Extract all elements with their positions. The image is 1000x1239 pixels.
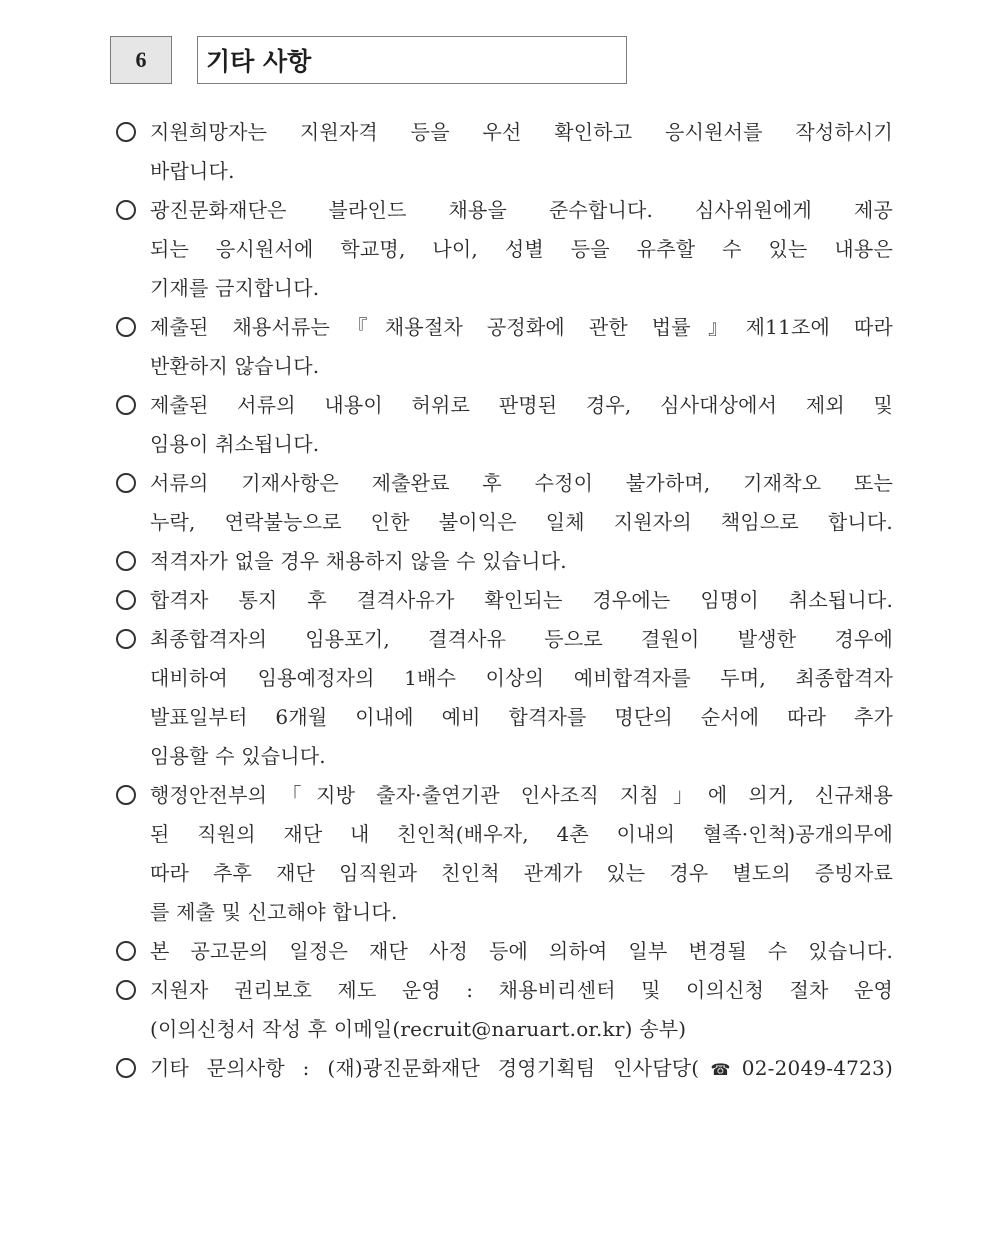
item-line: 기재를 금지합니다. [150, 276, 320, 300]
item-line: 광진문화재단은 블라인드 채용을 준수합니다. 심사위원에게 제공 [150, 198, 893, 222]
circle-bullet-icon [116, 785, 136, 805]
item-line: 를 제출 및 신고해야 합니다. [150, 900, 398, 924]
item-line: 합격자 통지 후 결격사유가 확인되는 경우에는 임명이 취소됩니다. [150, 588, 893, 612]
item-line: 제출된 채용서류는『채용절차 공정화에 관한 법률』제11조에 따라 [150, 315, 893, 339]
item-line: 서류의 기재사항은 제출완료 후 수정이 불가하며, 기재착오 또는 [150, 471, 893, 495]
circle-bullet-icon [116, 1058, 136, 1078]
circle-bullet-icon [116, 395, 136, 415]
item-line: 최종합격자의 임용포기, 결격사유 등으로 결원이 발생한 경우에 [150, 627, 893, 651]
item-line: 되는 응시원서에 학교명, 나이, 성별 등을 유추할 수 있는 내용은 [150, 237, 893, 261]
list-item [113, 971, 893, 1049]
list-item [113, 191, 893, 308]
item-line: 누락, 연락불능으로 인한 불이익은 일체 지원자의 책임으로 합니다. [150, 510, 893, 534]
item-line: 임용할 수 있습니다. [150, 744, 326, 768]
section-title: 기타 사항 [197, 36, 627, 84]
list-item [113, 776, 893, 932]
item-line: 대비하여 임용예정자의 1배수 이상의 예비합격자를 두며, 최종합격자 [150, 666, 893, 690]
item-line: 따라 추후 재단 임직원과 친인척 관계가 있는 경우 별도의 증빙자료 [150, 861, 893, 885]
circle-bullet-icon [116, 122, 136, 142]
circle-bullet-icon [116, 551, 136, 571]
item-line: 발표일부터 6개월 이내에 예비 합격자를 명단의 순서에 따라 추가 [150, 705, 893, 729]
item-line: 적격자가 없을 경우 채용하지 않을 수 있습니다. [150, 549, 567, 573]
list-item [113, 581, 893, 620]
list-item-contact [113, 1049, 893, 1089]
list-item [113, 386, 893, 464]
contact-phone: 02-2049-4723 [741, 1056, 885, 1080]
item-line: (이의신청서 작성 후 이메일(recruit@naruart.or.kr) 송부) [150, 1017, 687, 1041]
section-number: 6 [110, 36, 172, 84]
circle-bullet-icon [116, 317, 136, 337]
circle-bullet-icon [116, 941, 136, 961]
notice-list [113, 113, 893, 1089]
list-item [113, 542, 893, 581]
telephone-icon: ☎ [699, 1060, 742, 1079]
item-line: 지원자 권리보호 제도 운영 : 채용비리센터 및 이의신청 절차 운영 [150, 978, 893, 1002]
item-line: 제출된 서류의 내용이 허위로 판명된 경우, 심사대상에서 제외 및 [150, 393, 893, 417]
item-line: 바랍니다. [150, 159, 235, 183]
item-line: 본 공고문의 일정은 재단 사정 등에 의하여 일부 변경될 수 있습니다. [150, 939, 893, 963]
circle-bullet-icon [116, 629, 136, 649]
circle-bullet-icon [116, 980, 136, 1000]
item-line: 임용이 취소됩니다. [150, 432, 320, 456]
list-item [113, 464, 893, 542]
circle-bullet-icon [116, 200, 136, 220]
item-line: 행정안전부의「지방 출자·출연기관 인사조직 지침」에 의거, 신규채용 [150, 783, 893, 807]
circle-bullet-icon [116, 590, 136, 610]
list-item [113, 620, 893, 776]
item-line: 반환하지 않습니다. [150, 354, 320, 378]
circle-bullet-icon [116, 473, 136, 493]
list-item [113, 113, 893, 191]
contact-suffix: ) [884, 1056, 893, 1080]
contact-line [150, 1049, 893, 1089]
item-line: 지원희망자는 지원자격 등을 우선 확인하고 응시원서를 작성하시기 [150, 120, 893, 144]
item-line: 된 직원의 재단 내 친인척(배우자, 4촌 이내의 혈족·인척)공개의무에 [150, 822, 893, 846]
list-item [113, 308, 893, 386]
list-item [113, 932, 893, 971]
contact-prefix: 기타 문의사항 : (재)광진문화재단 경영기획팀 인사담당( [150, 1056, 700, 1080]
